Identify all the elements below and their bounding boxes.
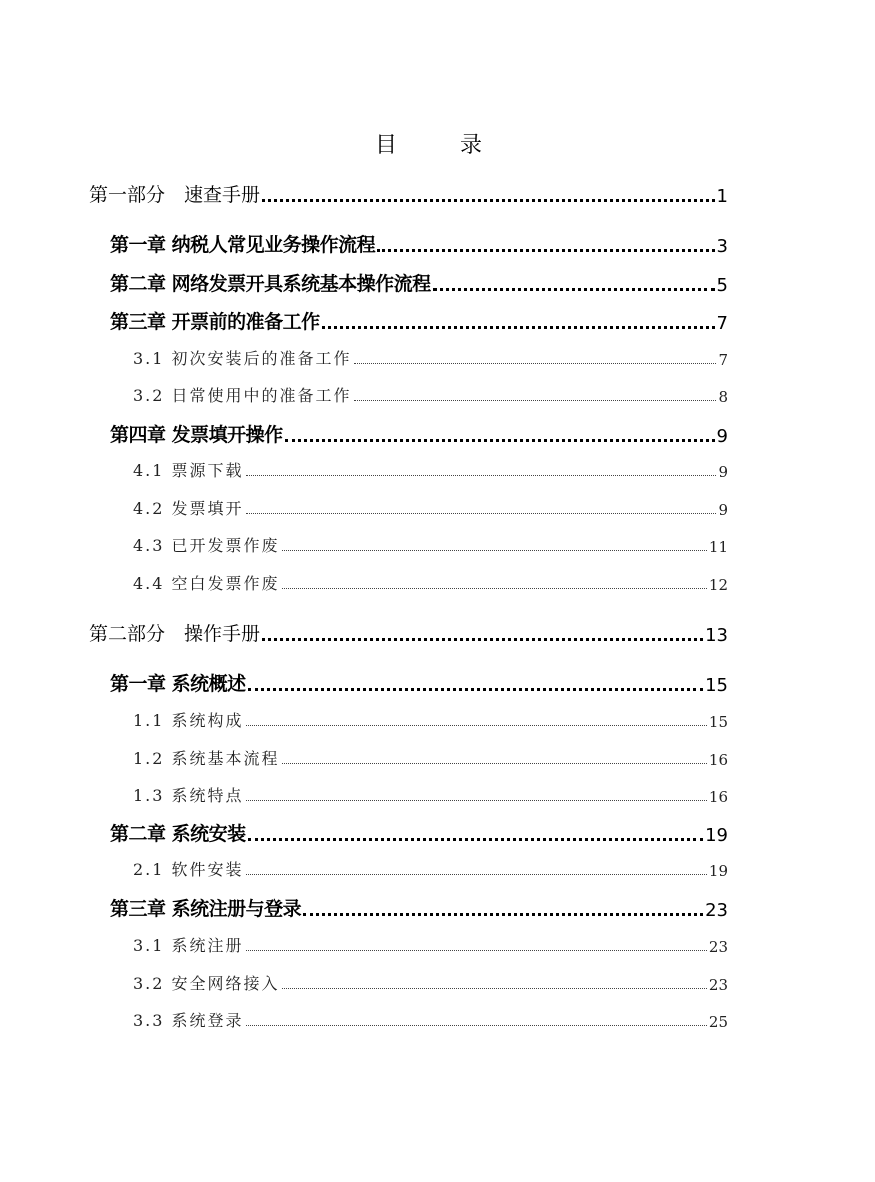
toc-entry-label: 4.3 已开发票作废 xyxy=(133,536,280,555)
dot-leader xyxy=(282,987,707,989)
toc-entry-sec[interactable] xyxy=(133,497,728,519)
toc-entry-page-number: 25 xyxy=(708,1013,728,1031)
dot-leader xyxy=(354,362,717,364)
toc-entry-page-number: 1 xyxy=(716,186,728,207)
dot-leader xyxy=(282,587,707,589)
toc-entry-page-number: 13 xyxy=(705,625,728,646)
toc-entry-label: 3.1 系统注册 xyxy=(133,936,244,955)
dot-leader xyxy=(282,549,707,551)
dot-leader xyxy=(303,912,703,916)
toc-entry-sec[interactable] xyxy=(133,459,728,481)
dot-leader xyxy=(246,873,707,875)
dot-leader xyxy=(377,248,714,252)
toc-entry-sec[interactable] xyxy=(133,384,728,406)
toc-entry-label: 3.1 初次安装后的准备工作 xyxy=(133,349,352,368)
dot-leader xyxy=(285,438,715,442)
toc-entry-label: 4.2 发票填开 xyxy=(133,499,244,518)
toc-entry-sec[interactable] xyxy=(133,534,728,556)
toc-entry-label: 4.4 空白发票作废 xyxy=(133,574,280,593)
toc-entry-sec[interactable] xyxy=(133,347,728,369)
toc-entry-page-number: 11 xyxy=(708,538,728,556)
toc-entry-page-number: 15 xyxy=(708,713,728,731)
toc-entry-label: 3.3 系统登录 xyxy=(133,1011,244,1030)
toc-entry-page-number: 23 xyxy=(705,900,728,921)
toc-entry-page-number: 9 xyxy=(718,501,728,519)
toc-entry-label: 2.1 软件安装 xyxy=(133,860,244,879)
toc-entry-sec[interactable] xyxy=(133,709,728,731)
toc-entry-chap[interactable] xyxy=(110,820,728,846)
toc-entry-sec[interactable] xyxy=(133,747,728,769)
dot-leader xyxy=(433,287,715,291)
toc-entry-label: 第一部分 速查手册 xyxy=(89,184,261,206)
page-title: 目 录 xyxy=(375,133,510,158)
toc-entry-sec[interactable] xyxy=(133,1009,728,1031)
toc-entry-label: 第二部分 操作手册 xyxy=(89,623,261,645)
dot-leader xyxy=(262,198,715,202)
dot-leader xyxy=(248,687,703,691)
toc-entry-label: 4.1 票源下载 xyxy=(133,461,244,480)
toc-entry-chap[interactable] xyxy=(110,231,728,257)
toc-entry-sec[interactable] xyxy=(133,858,728,880)
toc-entry-page-number: 16 xyxy=(708,751,728,769)
toc-entry-label: 第一章 纳税人常见业务操作流程 xyxy=(110,234,376,256)
dot-leader xyxy=(246,1024,707,1026)
toc-entry-page-number: 19 xyxy=(708,862,728,880)
toc-entry-label: 第二章 网络发票开具系统基本操作流程 xyxy=(110,273,431,295)
dot-leader xyxy=(248,837,703,841)
dot-leader xyxy=(246,799,707,801)
toc-entry-page-number: 15 xyxy=(705,675,728,696)
toc-entry-label: 3.2 安全网络接入 xyxy=(133,974,280,993)
dot-leader xyxy=(246,724,707,726)
toc-entry-label: 第四章 发票填开操作 xyxy=(110,424,283,446)
toc-entry-page-number: 9 xyxy=(718,463,728,481)
dot-leader xyxy=(262,637,703,641)
dot-leader xyxy=(354,399,717,401)
toc-entry-chap[interactable] xyxy=(110,421,728,447)
toc-entry-page-number: 7 xyxy=(718,351,728,369)
toc-entry-label: 3.2 日常使用中的准备工作 xyxy=(133,386,352,405)
toc-entry-label: 1.1 系统构成 xyxy=(133,711,244,730)
toc-entry-sec[interactable] xyxy=(133,972,728,994)
toc-entry-label: 1.3 系统特点 xyxy=(133,786,244,805)
toc-entry-part[interactable] xyxy=(89,181,728,207)
toc-entry-chap[interactable] xyxy=(110,270,728,296)
toc-entry-page-number: 9 xyxy=(716,426,728,447)
dot-leader xyxy=(282,762,707,764)
toc-entry-sec[interactable] xyxy=(133,572,728,594)
toc-entry-sec[interactable] xyxy=(133,934,728,956)
dot-leader xyxy=(322,325,715,329)
toc-entry-page-number: 23 xyxy=(708,976,728,994)
toc-entry-label: 1.2 系统基本流程 xyxy=(133,749,280,768)
dot-leader xyxy=(246,512,717,514)
toc-entry-label: 第二章 系统安装 xyxy=(110,823,246,845)
toc-entry-page-number: 5 xyxy=(716,275,728,296)
toc-entry-chap[interactable] xyxy=(110,895,728,921)
dot-leader xyxy=(246,474,717,476)
toc-entry-page-number: 12 xyxy=(708,576,728,594)
toc-entry-page-number: 19 xyxy=(705,825,728,846)
toc-entry-chap[interactable] xyxy=(110,308,728,334)
toc-entry-page-number: 8 xyxy=(718,388,728,406)
toc-entry-label: 第一章 系统概述 xyxy=(110,673,246,695)
toc-entry-sec[interactable] xyxy=(133,784,728,806)
toc-entry-page-number: 16 xyxy=(708,788,728,806)
toc-entry-page-number: 23 xyxy=(708,938,728,956)
dot-leader xyxy=(246,949,707,951)
toc-entry-page-number: 3 xyxy=(716,236,728,257)
toc-entry-label: 第三章 系统注册与登录 xyxy=(110,898,302,920)
toc-entry-chap[interactable] xyxy=(110,670,728,696)
toc-entry-part[interactable] xyxy=(89,620,728,646)
toc-entry-page-number: 7 xyxy=(716,313,728,334)
toc-entry-label: 第三章 开票前的准备工作 xyxy=(110,311,320,333)
